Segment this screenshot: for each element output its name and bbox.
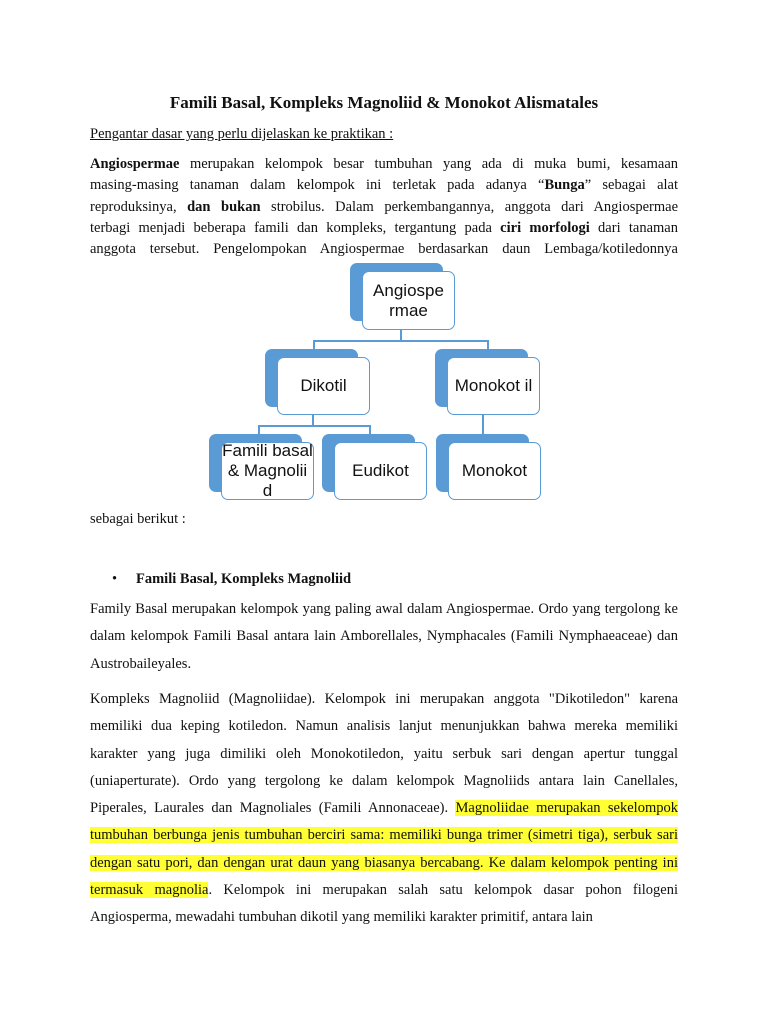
intro-heading [90,126,393,143]
bullet-heading [112,571,351,588]
highlighted-text: Magnoliidae merupakan sekelompok tumbuhan berbunga jenis tumbuhan berciri sama: memiliki bunga trimer (simetri tiga), serbuk sari dengan satu pori, dan dengan urat daun yang biasanya bercabang. Ke dalam kelompok penting ini termasuk magnolia [90,800,678,899]
bold-term: dan bukan [187,198,261,215]
node-angiospermae: Angiospe rmae [362,271,455,330]
intro-text: ” sebagai alat [584,177,679,194]
bold-term: ciri morfologi [500,219,590,236]
intro-line [90,197,678,218]
paragraph-text: . Kelompok ini merupakan salah satu kelompok dasar pohon filogeni Angiosperma, mewadahi tumbuhan dikotil yang memiliki karakter primitif, antara lain [90,882,678,926]
bold-term: Bunga [544,177,585,194]
intro-line [90,218,678,239]
bold-term: Angiospermae [90,156,180,172]
intro-text: dari tanaman [589,219,678,236]
intro-text: masing-masing tanaman dalam kelompok ini terletak pada adanya “ [90,177,545,194]
node-monokot: Monokot [448,442,541,500]
intro-text: strobilus. Dalam perkembangannya, anggota dari Angiospermae [260,198,679,215]
intro-heading-colon: : [385,126,394,142]
diagram-caption-text: sebagai berikut : [90,511,186,527]
paragraph-famili-basal: Family Basal merupakan kelompok yang paling awal dalam Angiospermae. Ordo yang tergolong ke dalam kelompok Famili Basal antara lain Amborellales, Nymphacales (Famili Nymphaeaceae) dan Austrobaileyales. [90,601,678,672]
intro-line [90,154,678,175]
connector-line [482,414,484,435]
bullet-heading-text: Famili Basal, Kompleks Magnoliid [136,571,352,587]
intro-heading-text: Pengantar dasar yang perlu dijelaskan ke praktikan [90,126,386,142]
intro-line [90,175,678,196]
document-title: Famili Basal, Kompleks Magnoliid & Monokot Alismatales [169,93,599,112]
intro-text: merupakan kelompok besar tumbuhan yang ada di muka bumi, kesamaan [179,156,678,172]
intro-text: terbagi menjadi beberapa famili dan kompleks, tergantung pada [90,219,501,236]
node-dikotil: Dikotil [277,357,370,415]
connector-line [313,340,488,342]
intro-text: anggota tersebut. Pengelompokan Angiospermae berdasarkan daun Lembaga/kotiledonnya [90,241,678,258]
intro-line [90,239,678,260]
intro-paragraph [90,154,678,260]
intro-text: reproduksinya, [90,198,188,215]
node-eudikot: Eudikot [334,442,427,500]
bullet-dot: • [112,571,118,587]
paragraph-text: Kompleks Magnoliid (Magnoliidae). Kelompok ini merupakan anggota "Dikotiledon" karena memiliki dua keping kotiledon. Namun analisis lanjut menunjukkan bahwa mereka memiliki karakter yang juga dimiliki oleh Monokotiledon, yaitu serbuk sari dengan apertur tunggal (uniaperturate). Ordo yang tergolong ke dalam kelompok Magnoliids antara lain Canellales, Piperales, Laurales dan Magnoliales (Famili Annonaceae). [90,691,678,817]
node-monokotil: Monokot il [447,357,540,415]
paragraph-kompleks-magnoliid [90,686,678,932]
connector-line [258,425,370,427]
node-famili-basal-magnoliid: Famili basal & Magnolii d [222,441,313,500]
